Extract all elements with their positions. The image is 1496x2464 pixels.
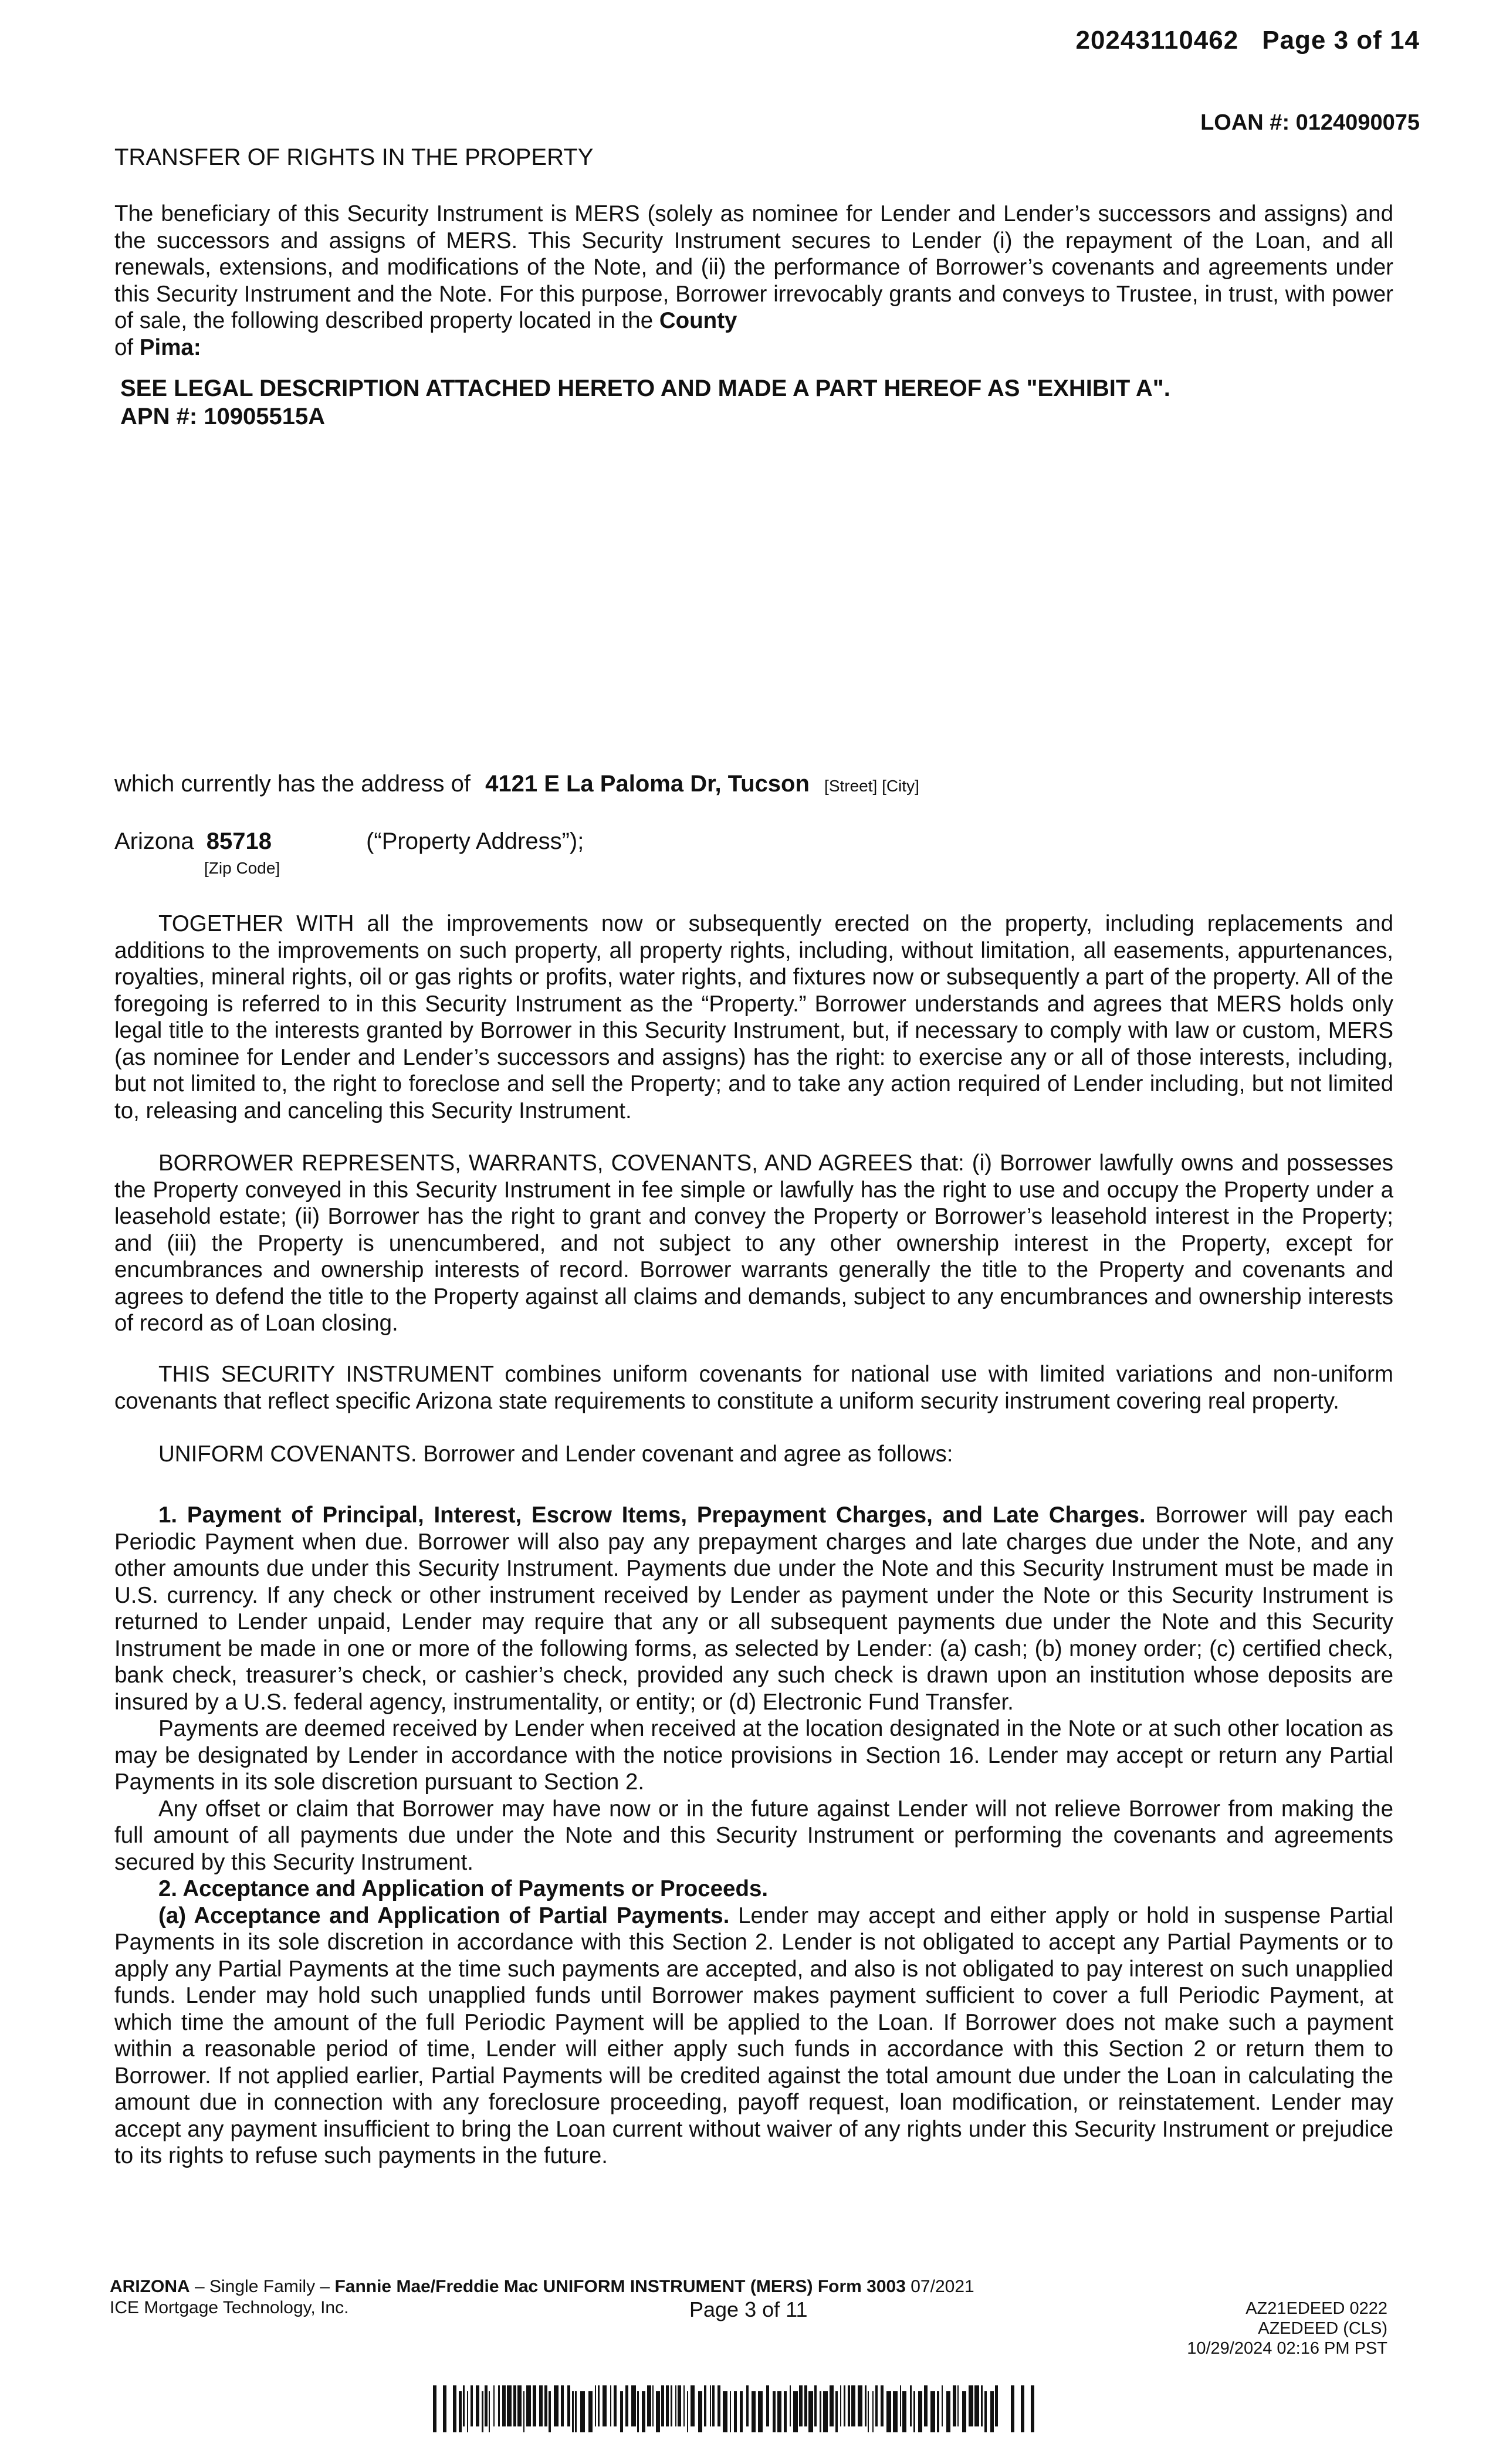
barcode-bar (872, 2391, 874, 2432)
barcode-bar (740, 2391, 743, 2432)
barcode-bar (814, 2385, 817, 2426)
barcode-bar (637, 2391, 639, 2432)
barcode-bar (962, 2391, 966, 2432)
barcode-bar (784, 2391, 787, 2432)
barcode-bar (517, 2385, 522, 2426)
recording-page-label: Page 3 of 14 (1262, 26, 1420, 55)
barcode-bar (625, 2385, 628, 2426)
barcode-bar (937, 2391, 939, 2432)
barcode-bar (498, 2385, 500, 2426)
barcode-bar (840, 2385, 841, 2426)
barcode-bar (858, 2385, 862, 2426)
barcode-bar (752, 2391, 756, 2432)
apn-number: APN #: 10905515A (120, 404, 326, 429)
barcode-bar (691, 2385, 695, 2426)
barcode-bar (808, 2391, 813, 2432)
barcode-bar (924, 2385, 928, 2426)
barcode-bar (969, 2385, 973, 2426)
uniform-covenants-paragraph (114, 1441, 1393, 1468)
recording-header (1075, 26, 1420, 55)
barcode-bar (974, 2385, 979, 2426)
barcode-bar (820, 2391, 821, 2432)
barcode-bar (463, 2385, 465, 2426)
barcode-bar (513, 2385, 516, 2426)
barcode-bar (717, 2385, 720, 2426)
footer-codes (1187, 2299, 1387, 2358)
footer-form-desc: – Single Family – (189, 2277, 335, 2296)
section-2a-heading: (a) Acceptance and Application of Partial Payments. (158, 1903, 730, 1928)
legal-description-line: SEE LEGAL DESCRIPTION ATTACHED HERETO AND MADE A PART HEREOF AS "EXHIBIT A". (120, 375, 1170, 401)
barcode-bar (544, 2385, 547, 2426)
barcode-bar (567, 2385, 570, 2426)
barcode-bar (913, 2391, 915, 2432)
barcode-bar (886, 2391, 891, 2432)
footer-timestamp: 10/29/2024 02:16 PM PST (1187, 2339, 1387, 2358)
footer-form-date: 07/2021 (905, 2277, 974, 2296)
jurisdiction-type: County (659, 308, 737, 333)
barcode-bar (683, 2385, 685, 2426)
barcode-bar (493, 2385, 495, 2426)
barcode-bar (471, 2385, 473, 2426)
barcode-bar (793, 2391, 798, 2432)
section-1 (114, 1502, 1393, 2169)
street-city: 4121 E La Paloma Dr, Tucson (485, 771, 810, 797)
barcode-bar (588, 2391, 593, 2432)
barcode-bar (946, 2391, 950, 2432)
barcode-bar (957, 2385, 959, 2426)
state: Arizona (114, 828, 194, 854)
form-footer (110, 2276, 974, 2319)
barcode-bar (804, 2385, 807, 2426)
barcode-bar (712, 2385, 715, 2426)
barcode-bar (766, 2385, 769, 2426)
barcode-bar (835, 2391, 838, 2432)
barcode-bar (984, 2391, 987, 2432)
barcode-bar (746, 2385, 749, 2426)
barcode-bar (953, 2385, 956, 2426)
barcode-bar (467, 2391, 468, 2432)
barcode-bar (799, 2385, 803, 2426)
barcode-bar (631, 2385, 636, 2426)
barcode-bar (443, 2385, 446, 2432)
footer-code-2: AZEDEED (CLS) (1258, 2319, 1387, 2338)
zip-code-tag: [Zip Code] (204, 859, 280, 877)
barcode-bar (620, 2391, 623, 2432)
section-title: TRANSFER OF RIGHTS IN THE PROPERTY (114, 144, 594, 170)
barcode-bar (704, 2385, 706, 2426)
loan-number: LOAN #: 0124090075 (1200, 110, 1420, 135)
barcode-bar (893, 2391, 898, 2432)
section-2a-text: Lender may accept and either apply or hold in suspense Partial Payments in its sole discretion in accordance with this Section 2. Lender is not obligated to accept any Partial Payments or to apply any Partial Payments at the time such payments are accepted, and also is not obligated to pay interest on such unapplied funds. Lender may hold such unapplied funds until Borrower makes payment sufficient to cover a full Periodic Payment, at which time the amount of the full Periodic Payment will be applied to the Loan. If Borrower does not make such a payment within a reasonable period of time, Lender will either apply such funds in accordance with this Section 2 or return them to Borrower. If not applied earlier, Partial Payments will be credited against the total amount due under the Loan in calculating the amount due in connection with any foreclosure proceeding, payoff request, loan modification, or reinstatement. Lender may accept any payment insufficient to bring the Loan current without waiver of any rights under this Security Instrument or prejudice to its rights to refuse such payments in the future. (114, 1903, 1393, 2168)
footer-company: ICE Mortgage Technology, Inc. (110, 2298, 349, 2317)
of-label: of (114, 334, 134, 360)
document-barcode (433, 2385, 1043, 2432)
barcode-bar (758, 2391, 763, 2432)
barcode-bar (723, 2391, 727, 2432)
barcode-bar (1021, 2385, 1024, 2432)
barcode-bar (561, 2385, 564, 2426)
barcode-bar (614, 2385, 617, 2426)
barcode-bar (647, 2385, 651, 2426)
barcode-bar (900, 2385, 901, 2426)
barcode-bar (698, 2391, 702, 2432)
barcode-bar (533, 2385, 536, 2426)
barcode-bar (687, 2391, 688, 2432)
barcode-bar (777, 2391, 781, 2432)
barcode-bar (675, 2385, 676, 2426)
barcode-bar (844, 2385, 845, 2426)
transfer-text: The beneficiary of this Security Instrument is MERS (solely as nominee for Lender and Lender’s successors and assigns) and the successors and assigns of MERS. This Security Instrument secures to Lender (i) the repayment of the Loan, and all renewals, extensions, and modifications of the Note, and (ii) the performance of Borrower’s covenants and agreements under this Security Instrument and the Note. For this purpose, Borrower irrevocably grants and conveys to Trustee, in trust, with power of sale, the following described property located in the (114, 201, 1393, 333)
barcode-bar (868, 2391, 869, 2432)
barcode-bar (830, 2385, 834, 2426)
barcode-bar (485, 2385, 488, 2426)
document-number: 20243110462 (1075, 26, 1239, 55)
barcode-bar (453, 2385, 456, 2432)
legal-description (120, 374, 1170, 431)
barcode-bar (603, 2385, 607, 2426)
barcode-bar (489, 2391, 490, 2432)
barcode-bar (995, 2385, 998, 2426)
barcode-bar (459, 2391, 462, 2432)
borrower-represents-text: BORROWER REPRESENTS, WARRANTS, COVENANTS, AND AGREES that: (i) Borrower lawfully owns and possesses the Property conveyed in this Security Instrument in fee simple or lawfully has the right to use and occupy the Property under a leasehold estate; (ii) Borrower has the right to grant and convey the Property or Borrower’s leasehold interest in the Property; and (iii) the Property is unencumbered, and not subject to any other ownership interest in the Property, except for encumbrances and ownership interests of record. Borrower warrants generally the title to the Property and covenants and agrees to defend the title to the Property against all claims and demands, subject to any encumbrances and ownership interests of record as of Loan closing. (114, 1150, 1393, 1336)
barcode-bar (678, 2385, 681, 2426)
section-2-heading: 2. Acceptance and Application of Payments or Proceeds. (158, 1876, 769, 1901)
state-zip-line (114, 828, 584, 855)
barcode-bar (790, 2385, 791, 2426)
footer-page-number: Page 3 of 11 (689, 2297, 808, 2321)
barcode-bar (875, 2385, 878, 2426)
barcode-bar (598, 2385, 600, 2426)
barcode-bar (881, 2385, 884, 2426)
property-address-line (114, 771, 919, 797)
jurisdiction-name: Pima: (139, 334, 201, 360)
barcode-bar (507, 2385, 512, 2426)
barcode-bar (823, 2391, 828, 2432)
barcode-bar (865, 2385, 867, 2426)
barcode-bar (575, 2391, 577, 2432)
section-1-text: Borrower will pay each Periodic Payment when due. Borrower will also pay any prepayment charges and late charges due under the Note, and any other amounts due under this Security Instrument. Payments due under the Note and this Security Instrument must be made in U.S. currency. If any check or other instrument received by Lender as payment under the Note or this Security Instrument is returned to Lender unpaid, Lender may require that any or all subsequent payments due under the Note and this Security Instrument be made in one or more of the following forms, as selected by Lender: (a) cash; (b) money order; (c) certified check, bank check, treasurer’s check, or cashier’s check, provided any such check is drawn upon an institution whose deposits are insured by a U.S. federal agency, instrumentality, or entity; or (d) Electronic Fund Transfer. (114, 1502, 1394, 1715)
barcode-bar (671, 2385, 672, 2426)
barcode-bar (661, 2385, 664, 2426)
barcode-bar (610, 2385, 611, 2426)
barcode-bar (848, 2385, 850, 2426)
barcode-bar (1011, 2385, 1014, 2432)
section-1-heading: 1. Payment of Principal, Interest, Escrow Items, Prepayment Charges, and Late Charges. (158, 1502, 1146, 1528)
barcode-bar (595, 2385, 596, 2426)
barcode-bar (580, 2391, 585, 2432)
barcode-bar (773, 2391, 776, 2432)
barcode-bar (554, 2385, 559, 2426)
street-city-tag: [Street] [City] (824, 777, 919, 795)
barcode-bar (549, 2391, 551, 2432)
footer-form-title: Fannie Mae/Freddie Mac UNIFORM INSTRUMENT (MERS) Form 3003 (334, 2277, 906, 2296)
barcode-bar (981, 2385, 983, 2426)
barcode-bar (666, 2385, 669, 2426)
section-1-paragraph-3: Any offset or claim that Borrower may have now or in the future against Lender will not relieve Borrower from making the full amount of all payments due under the Note and this Security Instrument or performing the covenants and agreements secured by this Security Instrument. (114, 1796, 1393, 1875)
together-with-text: TOGETHER WITH all the improvements now or subsequently erected on the property, including replacements and additions to the improvements on such property, all property rights, including, without limitation, all easements, appurtenances, royalties, mineral rights, oil or gas rights or profits, water rights, and fixtures now or subsequently a part of the property. All of the foregoing is referred to in this Security Instrument as the “Property.” Borrower understands and agrees that MERS holds only legal title to the interests granted by Borrower in this Security Instrument, but, if necessary to comply with law or custom, MERS (as nominee for Lender and Lender’s successors and assigns) has the right: to exercise any or all of those interests, including, but not limited to, the right to foreclose and sell the Property; and to take any action required of Lender including, but not limited to, releasing and canceling this Security Instrument. (114, 911, 1393, 1123)
footer-state: ARIZONA (110, 2277, 190, 2296)
barcode-bar (902, 2391, 906, 2432)
barcode-bar (918, 2391, 922, 2432)
barcode-bar (526, 2385, 531, 2426)
barcode-bar (523, 2391, 524, 2432)
barcode-bar (990, 2391, 994, 2432)
barcode-bar (734, 2391, 737, 2432)
security-instrument-paragraph (114, 1361, 1393, 1414)
barcode-bar (910, 2385, 912, 2426)
property-address-term: (“Property Address”); (366, 828, 584, 854)
uniform-covenants-text: UNIFORM COVENANTS. Borrower and Lender covenant and agree as follows: (158, 1441, 953, 1467)
borrower-represents-paragraph (114, 1150, 1393, 1337)
barcode-bar (930, 2391, 935, 2432)
section-1-paragraph-2: Payments are deemed received by Lender when received at the location designated in the Note or at such other location as may be designated by Lender in accordance with the notice provisions in Section 16. Lender may accept or return any Partial Payments in its sole discretion pursuant to Section 2. (114, 1716, 1393, 1795)
address-lead: which currently has the address of (114, 771, 471, 797)
barcode-bar (656, 2391, 660, 2432)
barcode-bar (1031, 2385, 1034, 2432)
security-instrument-text: THIS SECURITY INSTRUMENT combines uniform covenants for national use with limited variations and non-uniform covenants that reflect specific Arizona state requirements to constitute a uniform security instrument covering real property. (114, 1362, 1393, 1414)
barcode-bar (730, 2391, 731, 2432)
barcode-bar (942, 2385, 943, 2426)
barcode-bar (476, 2385, 479, 2426)
transfer-paragraph (114, 201, 1393, 361)
barcode-bar (642, 2391, 645, 2432)
barcode-bar (652, 2385, 654, 2426)
barcode-bar (539, 2385, 543, 2426)
zip-code: 85718 (206, 828, 272, 854)
barcode-bar (433, 2385, 436, 2432)
together-with-paragraph (114, 911, 1393, 1124)
barcode-bar (502, 2385, 506, 2426)
barcode-graphic (433, 2385, 1043, 2432)
barcode-bar (572, 2391, 574, 2432)
footer-code-1: AZ21EDEED 0222 (1245, 2299, 1387, 2318)
barcode-bar (851, 2385, 855, 2426)
barcode-bar (482, 2391, 483, 2432)
barcode-bar (710, 2385, 711, 2426)
